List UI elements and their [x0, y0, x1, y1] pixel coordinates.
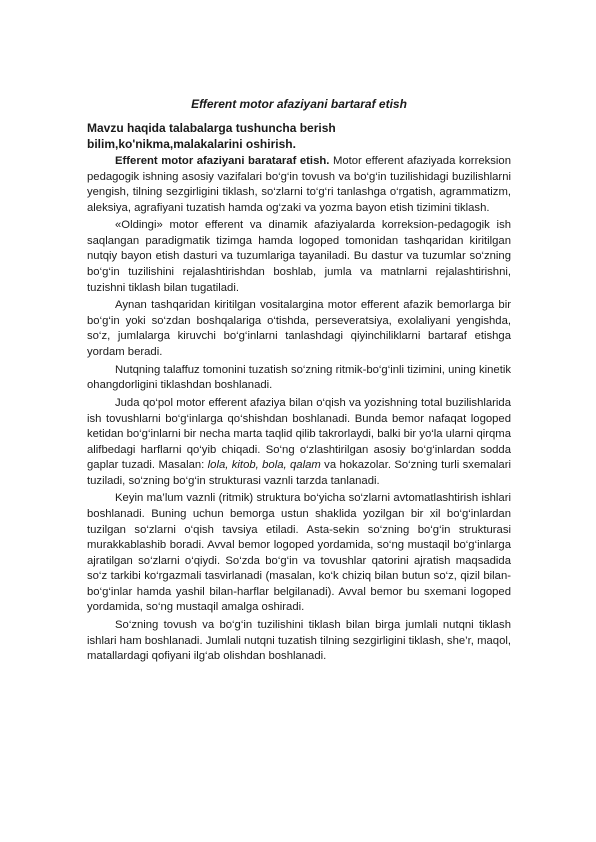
subtitle-line-1: Mavzu haqida talabalarga tushuncha berish — [87, 121, 336, 135]
document-subtitle — [87, 121, 511, 152]
paragraph-2: «Oldingi» motor efferent va dinamik afaziyalarda korreksion-pedagogik ish saqlangan paradigmatik tizimga hamda logoped tomonidan tashqaridan kiritilgan nutqiy bayon etish dasturi va tuzumlariga tayaniladi. Bu dastur va tuzumlar so‘zning bo‘g‘in tuzilishini rejalashtirishdan boshlab, jumla va matnlarni rejalashtirishni, tuzishni tiklash bilan tugatiladi. — [87, 219, 511, 294]
paragraph-1-body: Motor efferent afaziyada korreksion pedagogik ishning asosiy vazifalari bo‘g‘in tovush va bo‘g‘in tuzilishidagi buzilishlarni yengish, tilning sezgirligini tiklash, so‘zlarni to‘g‘ri tanlashga o‘rgatish, agrammatizm, aleksiya, agrafiyani tuzatish hamda og‘zaki va yozma bayon etish tizimini tiklash. — [87, 155, 511, 214]
paragraph-7: So‘zning tovush va bo‘g‘in tuzilishini tiklash bilan birga jumlali nutqni tiklash ishlari ham boshlanadi. Jumlali nutqni tuzatish tilning sezgirligini tiklash, she’r, maqol, matallardagi qofiyani ilg‘ab olishdan boshlanadi. — [87, 618, 511, 663]
subtitle-line-2: bilim,ko'nikma,malakalarini oshirish. — [87, 136, 296, 151]
paragraph-6: Keyin ma’lum vaznli (ritmik) struktura bo‘yicha so‘zlarni avtomatlashtirish ishlari boshlanadi. Buning uchun bemorga ustun shaklida yozilgan bir xil bo‘g‘inlardan tuzilgan so‘zlarni o‘qish tavsiya etiladi. Asta-sekin so‘zning bo‘g‘in strukturasi murakkablashib boradi. Avval bemor logoped yordamida, so‘ng mustaqil bo‘g‘inlarga ajratilgan so‘zlarni o‘qiydi. So‘zda bo‘g‘in va tovushlar qatorini ajratish maqsadida so‘z tarkibi ko‘rgazmali tasvirlanadi (masalan, ko‘k chiziq bilan butun so‘z, qizil bilan-bo‘g‘inlar hamda yashil bilan-harflar belgilanadi). Avval bemor bu sxemani logoped yordamida, so‘ng mustaqil amalga oshiradi. — [87, 492, 511, 614]
paragraph-3: Aynan tashqaridan kiritilgan vositalargina motor efferent afazik bemorlarga bir bo‘g‘in yoki so‘zdan boshqalariga o‘tishda, perseveratsiya, exolaliyani yengishda, so‘z, jumlalarga kiruvchi bo‘g‘inlarni tanlashdagi qiyinchiliklarni bartaraf etishga yordam beradi. — [87, 299, 511, 358]
paragraph-1 — [87, 154, 511, 216]
paragraph-5-examples: lola, kitob, bola, qalam — [207, 459, 321, 472]
paragraph-4: Nutqning talaffuz tomonini tuzatish so‘zning ritmik-bo‘g‘inli tizimini, uning kinetik ohangdorligini tiklashdan boshlanadi. — [87, 363, 511, 392]
paragraph-5-body-end: va hokazolar. So‘zning turli sxemalari tuziladi, so‘zning bo‘g‘in strukturasi vaznli tarzda tanlanadi. — [87, 459, 511, 487]
paragraph-1-lead: Efferent motor afaziyani barataraf etish. — [115, 155, 330, 167]
document-title: Efferent motor afaziyani bartaraf etish — [191, 97, 407, 111]
paragraph-5-body-start: Juda qo‘pol motor efferent afaziya bilan o‘qish va yozishning total buzilishlarida ish tovushlarni bo‘g‘inlarga qo‘shishdan boshlanadi. Bunda bemor nafaqat logoped ketidan bo‘g‘inlarni bir necha marta taqlid qilib takrorlaydi, balki bir yo‘la ularni qirqma alifbedagi harflarni qo‘yib chiqadi. So‘ng o‘zlashtirilgan asosiy bo‘g‘inlardan sodda gaplar tuzadi. Masalan: — [87, 396, 511, 472]
paragraph-5 — [87, 396, 511, 489]
document-page — [87, 96, 511, 667]
